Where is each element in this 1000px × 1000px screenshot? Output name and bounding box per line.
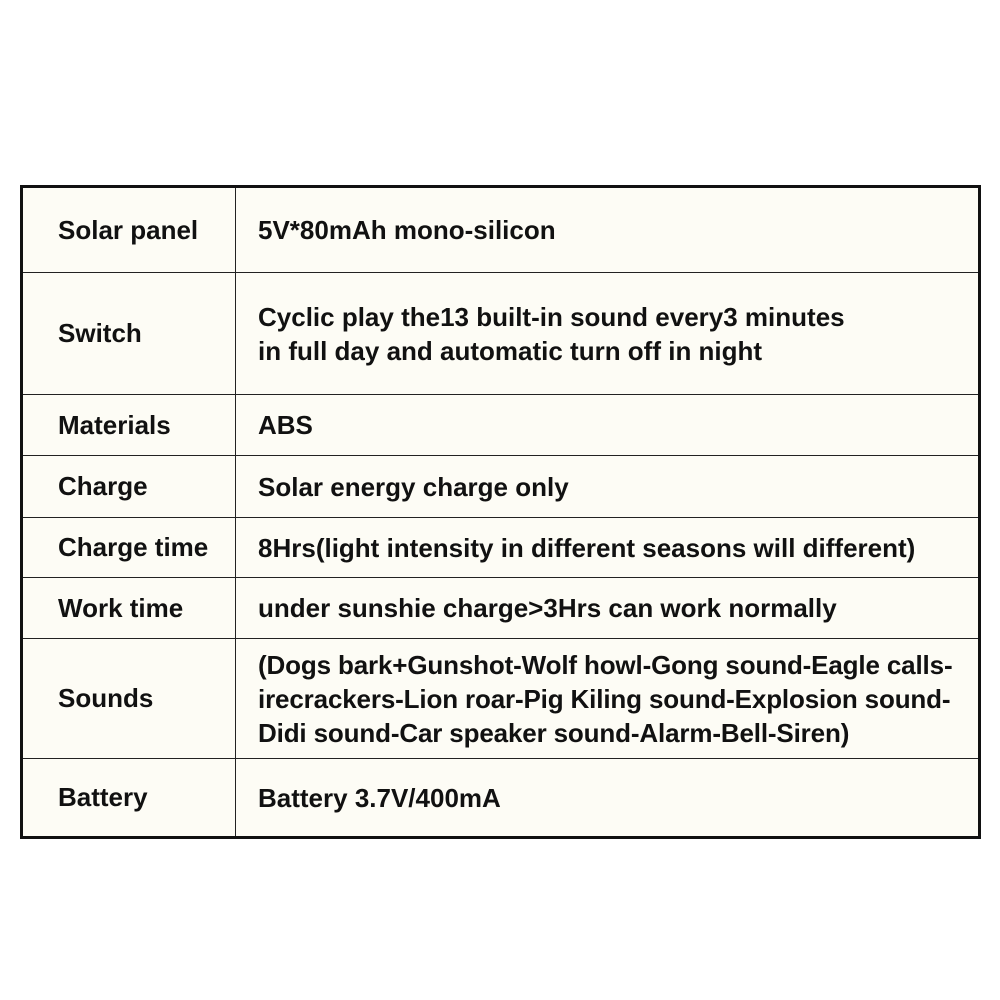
spec-label-charge: Charge [23, 456, 236, 518]
spec-label-charge-time: Charge time [23, 518, 236, 578]
spec-value-sounds-line-2: irecrackers-Lion roar-Pig Kiling sound-Explosion sound- [258, 683, 951, 714]
spec-value-work-time: under sunshie charge>3Hrs can work normally [236, 578, 978, 639]
spec-label-solar-panel: Solar panel [23, 188, 236, 273]
spec-value-materials: ABS [236, 395, 978, 456]
spec-table [20, 185, 981, 839]
spec-value-sounds [236, 639, 978, 759]
spec-value-sounds-line-1: (Dogs bark+Gunshot-Wolf howl-Gong sound-Eagle calls- [258, 649, 953, 680]
spec-value-switch [236, 273, 978, 395]
spec-value-switch-line-1: Cyclic play the13 built-in sound every3 minutes [258, 301, 845, 332]
spec-label-battery: Battery [23, 759, 236, 836]
spec-label-materials: Materials [23, 395, 236, 456]
spec-value-solar-panel: 5V*80mAh mono-silicon [236, 188, 978, 273]
spec-label-work-time: Work time [23, 578, 236, 639]
spec-label-sounds: Sounds [23, 639, 236, 759]
spec-label-switch: Switch [23, 273, 236, 395]
spec-value-battery: Battery 3.7V/400mA [258, 782, 501, 813]
spec-value-charge-time: 8Hrs(light intensity in different seasons will different) [236, 518, 978, 578]
spec-value-switch-line-2: in full day and automatic turn off in night [258, 335, 763, 366]
spec-value-charge: Solar energy charge only [236, 456, 978, 518]
spec-value-sounds-line-3: Didi sound-Car speaker sound-Alarm-Bell-Siren) [258, 717, 850, 748]
